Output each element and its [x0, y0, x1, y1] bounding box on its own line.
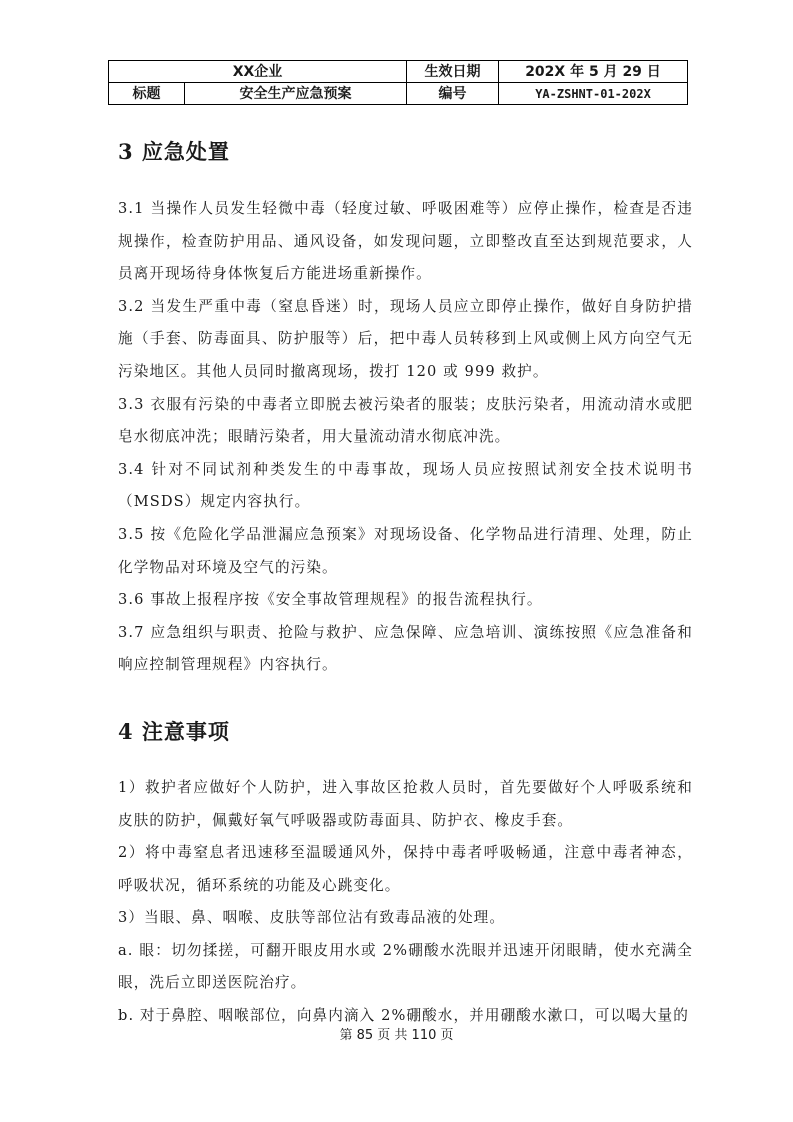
- note-1: 1）救护者应做好个人防护，进入事故区抢救人员时，首先要做好个人呼吸系统和皮肤的防护，佩戴好氧气呼吸器或防毒面具、防护衣、橡皮手套。: [118, 778, 693, 829]
- paragraph-3-1: 3.1 当操作人员发生轻微中毒（轻度过敏、呼吸困难等）应停止操作，检查是否违规操作，检查防护用品、通风设备，如发现问题，立即整改直至达到规范要求，人员离开现场待身体恢复后方能进场重新操作。: [118, 200, 693, 283]
- section-3-heading: 3 应急处置: [118, 139, 230, 164]
- section-4-body: [118, 772, 693, 1033]
- effective-date-label: 生效日期: [407, 61, 499, 83]
- note-2: 2）将中毒窒息者迅速移至温暖通风外，保持中毒者呼吸畅通，注意中毒者神态，呼吸状况，循环系统的功能及心跳变化。: [118, 844, 693, 894]
- title-value: 安全生产应急预案: [185, 83, 407, 105]
- header-row-1: [109, 61, 688, 83]
- note-3b: b. 对于鼻腔、咽喉部位，向鼻内滴入 2%硼酸水，并用硼酸水漱口，可以喝大量的: [118, 1007, 689, 1025]
- section-4-heading: 4 注意事项: [118, 718, 230, 744]
- note-3: 3）当眼、鼻、咽喉、皮肤等部位沾有致毒品液的处理。: [118, 909, 506, 927]
- paragraph-3-7: 3.7 应急组织与职责、抢险与救护、应急保障、应急培训、演练按照《应急准备和响应控制管理规程》内容执行。: [118, 623, 693, 674]
- number-value: YA-ZSHNT-01-202X: [499, 83, 688, 105]
- paragraph-3-2: 3.2 当发生严重中毒（窒息昏迷）时，现场人员应立即停止操作，做好自身防护措施（手套、防毒面具、防护服等）后，把中毒人员转移到上风或侧上风方向空气无污染地区。其他人员同时撤离现场，拨打 120 或 999 救护。: [118, 297, 693, 380]
- header-row-2: [109, 83, 688, 105]
- paragraph-3-5: 3.5 按《危险化学品泄漏应急预案》对现场设备、化学物品进行清理、处理，防止化学物品对环境及空气的污染。: [118, 525, 693, 576]
- document-body: [118, 128, 693, 1033]
- note-3a: a. 眼：切勿揉搓，可翻开眼皮用水或 2%硼酸水洗眼并迅速开闭眼睛，使水充满全眼，洗后立即送医院治疗。: [118, 941, 693, 992]
- page-number: 第 85 页 共 110 页: [339, 1028, 454, 1043]
- document-header-table: [108, 60, 688, 105]
- effective-date-value: 202X 年 5 月 29 日: [499, 61, 688, 83]
- paragraph-3-3: 3.3 衣服有污染的中毒者立即脱去被污染者的服装；皮肤污染者，用流动清水或肥皂水彻底冲洗；眼睛污染者，用大量流动清水彻底冲洗。: [118, 395, 693, 446]
- company-name: XX企业: [109, 61, 407, 83]
- paragraph-3-6: 3.6 事故上报程序按《安全事故管理规程》的报告流程执行。: [118, 591, 543, 609]
- title-label: 标题: [109, 83, 185, 105]
- paragraph-3-4: 3.4 针对不同试剂种类发生的中毒事故，现场人员应按照试剂安全技术说明书（MSDS）规定内容执行。: [118, 460, 693, 511]
- number-label: 编号: [407, 83, 499, 105]
- section-3-body: [118, 193, 693, 682]
